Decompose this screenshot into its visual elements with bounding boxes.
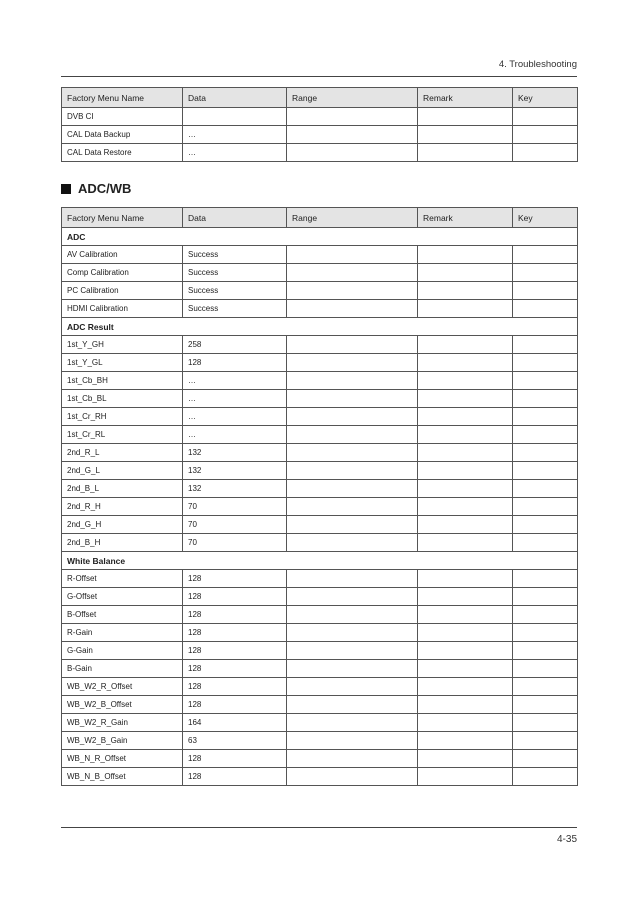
row-range-cell xyxy=(287,408,418,426)
row-data-cell: … xyxy=(183,144,287,162)
row-range-cell xyxy=(287,372,418,390)
row-name-cell: WB_W2_B_Offset xyxy=(62,696,183,714)
row-range-cell xyxy=(287,696,418,714)
row-range-cell xyxy=(287,426,418,444)
row-data-cell: 70 xyxy=(183,516,287,534)
row-data-cell: Success xyxy=(183,246,287,264)
row-remark-cell xyxy=(418,678,513,696)
footer-rule xyxy=(61,827,577,828)
row-data-cell: 258 xyxy=(183,336,287,354)
table-row xyxy=(62,660,578,678)
filled-square-icon xyxy=(61,184,71,194)
row-name-cell: HDMI Calibration xyxy=(62,300,183,318)
row-name-cell: WB_W2_R_Offset xyxy=(62,678,183,696)
row-key-cell xyxy=(513,714,578,732)
table-row xyxy=(62,498,578,516)
group-header-row xyxy=(62,318,578,336)
row-data-cell: … xyxy=(183,390,287,408)
row-key-cell xyxy=(513,126,578,144)
row-remark-cell xyxy=(418,264,513,282)
row-remark-cell xyxy=(418,282,513,300)
row-data-cell: … xyxy=(183,426,287,444)
table-row xyxy=(62,144,578,162)
row-range-cell xyxy=(287,354,418,372)
row-data-cell: 132 xyxy=(183,462,287,480)
row-key-cell xyxy=(513,750,578,768)
row-key-cell xyxy=(513,282,578,300)
row-range-cell xyxy=(287,462,418,480)
row-range-cell xyxy=(287,264,418,282)
row-name-cell: R-Offset xyxy=(62,570,183,588)
table-row xyxy=(62,336,578,354)
column-header-range: Range xyxy=(287,208,418,228)
row-remark-cell xyxy=(418,444,513,462)
row-data-cell: 132 xyxy=(183,480,287,498)
row-name-cell: WB_W2_B_Gain xyxy=(62,732,183,750)
row-name-cell: 1st_Cr_RH xyxy=(62,408,183,426)
table-row xyxy=(62,372,578,390)
section-heading xyxy=(61,181,131,196)
row-remark-cell xyxy=(418,480,513,498)
row-key-cell xyxy=(513,144,578,162)
row-remark-cell xyxy=(418,426,513,444)
row-range-cell xyxy=(287,768,418,786)
row-key-cell xyxy=(513,444,578,462)
table-row xyxy=(62,534,578,552)
row-data-cell: 128 xyxy=(183,354,287,372)
row-remark-cell xyxy=(418,462,513,480)
row-name-cell: 1st_Y_GL xyxy=(62,354,183,372)
adc-wb-table xyxy=(61,207,578,786)
row-range-cell xyxy=(287,336,418,354)
row-key-cell xyxy=(513,480,578,498)
row-name-cell: 1st_Y_GH xyxy=(62,336,183,354)
row-name-cell: CAL Data Restore xyxy=(62,144,183,162)
column-header-key: Key xyxy=(513,208,578,228)
table-row xyxy=(62,300,578,318)
page-header-title: 4. Troubleshooting xyxy=(498,59,577,70)
row-key-cell xyxy=(513,108,578,126)
row-key-cell xyxy=(513,768,578,786)
row-name-cell: 2nd_G_H xyxy=(62,516,183,534)
table-row xyxy=(62,714,578,732)
row-range-cell xyxy=(287,714,418,732)
row-range-cell xyxy=(287,516,418,534)
table-row xyxy=(62,282,578,300)
table-row xyxy=(62,606,578,624)
header-rule xyxy=(61,76,577,77)
row-remark-cell xyxy=(418,606,513,624)
row-remark-cell xyxy=(418,516,513,534)
table-row xyxy=(62,246,578,264)
row-data-cell xyxy=(183,108,287,126)
row-data-cell: 128 xyxy=(183,750,287,768)
column-header-data: Data xyxy=(183,88,287,108)
row-name-cell: CAL Data Backup xyxy=(62,126,183,144)
column-header-remark: Remark xyxy=(418,88,513,108)
row-key-cell xyxy=(513,570,578,588)
row-data-cell: 132 xyxy=(183,444,287,462)
row-name-cell: R-Gain xyxy=(62,624,183,642)
row-range-cell xyxy=(287,534,418,552)
row-range-cell xyxy=(287,624,418,642)
table-row xyxy=(62,516,578,534)
row-name-cell: G-Gain xyxy=(62,642,183,660)
row-remark-cell xyxy=(418,372,513,390)
row-data-cell: … xyxy=(183,372,287,390)
row-key-cell xyxy=(513,300,578,318)
group-title: White Balance xyxy=(62,552,578,570)
row-range-cell xyxy=(287,126,418,144)
row-remark-cell xyxy=(418,714,513,732)
row-key-cell xyxy=(513,606,578,624)
row-key-cell xyxy=(513,264,578,282)
row-name-cell: 2nd_R_H xyxy=(62,498,183,516)
row-data-cell: 128 xyxy=(183,588,287,606)
row-remark-cell xyxy=(418,144,513,162)
table-row xyxy=(62,444,578,462)
row-range-cell xyxy=(287,444,418,462)
row-name-cell: DVB CI xyxy=(62,108,183,126)
row-range-cell xyxy=(287,390,418,408)
row-range-cell xyxy=(287,300,418,318)
row-remark-cell xyxy=(418,126,513,144)
column-header-remark: Remark xyxy=(418,208,513,228)
row-name-cell: 1st_Cr_RL xyxy=(62,426,183,444)
row-remark-cell xyxy=(418,768,513,786)
row-key-cell xyxy=(513,336,578,354)
row-remark-cell xyxy=(418,642,513,660)
row-data-cell: 164 xyxy=(183,714,287,732)
row-name-cell: Comp Calibration xyxy=(62,264,183,282)
row-remark-cell xyxy=(418,570,513,588)
row-key-cell xyxy=(513,660,578,678)
row-remark-cell xyxy=(418,108,513,126)
row-range-cell xyxy=(287,606,418,624)
row-remark-cell xyxy=(418,354,513,372)
row-data-cell: Success xyxy=(183,300,287,318)
table-row xyxy=(62,426,578,444)
row-data-cell: 128 xyxy=(183,570,287,588)
table-row xyxy=(62,750,578,768)
row-remark-cell xyxy=(418,588,513,606)
row-key-cell xyxy=(513,498,578,516)
row-range-cell xyxy=(287,678,418,696)
column-header-name: Factory Menu Name xyxy=(62,88,183,108)
row-data-cell: 128 xyxy=(183,606,287,624)
row-range-cell xyxy=(287,498,418,516)
table-row xyxy=(62,570,578,588)
row-name-cell: 1st_Cb_BH xyxy=(62,372,183,390)
column-header-range: Range xyxy=(287,88,418,108)
row-key-cell xyxy=(513,588,578,606)
row-key-cell xyxy=(513,354,578,372)
row-name-cell: AV Calibration xyxy=(62,246,183,264)
row-name-cell: WB_N_R_Offset xyxy=(62,750,183,768)
row-name-cell: WB_N_B_Offset xyxy=(62,768,183,786)
table-header-row xyxy=(62,208,578,228)
row-remark-cell xyxy=(418,246,513,264)
column-header-key: Key xyxy=(513,88,578,108)
row-range-cell xyxy=(287,246,418,264)
row-remark-cell xyxy=(418,750,513,768)
table-row xyxy=(62,696,578,714)
row-range-cell xyxy=(287,282,418,300)
row-remark-cell xyxy=(418,498,513,516)
row-name-cell: 2nd_B_H xyxy=(62,534,183,552)
row-remark-cell xyxy=(418,408,513,426)
group-title: ADC xyxy=(62,228,578,246)
row-name-cell: 2nd_B_L xyxy=(62,480,183,498)
row-name-cell: G-Offset xyxy=(62,588,183,606)
table-row xyxy=(62,768,578,786)
row-remark-cell xyxy=(418,624,513,642)
row-name-cell: PC Calibration xyxy=(62,282,183,300)
table-row xyxy=(62,408,578,426)
table-row xyxy=(62,390,578,408)
row-range-cell xyxy=(287,732,418,750)
row-range-cell xyxy=(287,660,418,678)
row-data-cell: 128 xyxy=(183,678,287,696)
row-remark-cell xyxy=(418,660,513,678)
column-header-data: Data xyxy=(183,208,287,228)
row-data-cell: Success xyxy=(183,282,287,300)
table-row xyxy=(62,126,578,144)
row-remark-cell xyxy=(418,732,513,750)
row-name-cell: WB_W2_R_Gain xyxy=(62,714,183,732)
row-key-cell xyxy=(513,516,578,534)
table-row xyxy=(62,732,578,750)
row-range-cell xyxy=(287,642,418,660)
group-header-row xyxy=(62,552,578,570)
row-key-cell xyxy=(513,246,578,264)
row-data-cell: … xyxy=(183,126,287,144)
group-header-row xyxy=(62,228,578,246)
row-key-cell xyxy=(513,426,578,444)
row-data-cell: 128 xyxy=(183,642,287,660)
row-data-cell: 128 xyxy=(183,768,287,786)
column-header-name: Factory Menu Name xyxy=(62,208,183,228)
row-key-cell xyxy=(513,678,578,696)
row-range-cell xyxy=(287,750,418,768)
row-data-cell: 128 xyxy=(183,696,287,714)
row-name-cell: B-Gain xyxy=(62,660,183,678)
row-data-cell: 70 xyxy=(183,498,287,516)
group-title: ADC Result xyxy=(62,318,578,336)
row-range-cell xyxy=(287,570,418,588)
row-key-cell xyxy=(513,624,578,642)
row-data-cell: 128 xyxy=(183,660,287,678)
table-header-row xyxy=(62,88,578,108)
row-range-cell xyxy=(287,588,418,606)
factory-menu-table xyxy=(61,87,578,162)
row-remark-cell xyxy=(418,534,513,552)
row-remark-cell xyxy=(418,336,513,354)
row-key-cell xyxy=(513,462,578,480)
page-number: 4-35 xyxy=(556,834,577,845)
row-data-cell: 70 xyxy=(183,534,287,552)
row-key-cell xyxy=(513,390,578,408)
table-row xyxy=(62,480,578,498)
row-key-cell xyxy=(513,732,578,750)
row-data-cell: Success xyxy=(183,264,287,282)
table-row xyxy=(62,264,578,282)
row-key-cell xyxy=(513,372,578,390)
row-name-cell: B-Offset xyxy=(62,606,183,624)
row-range-cell xyxy=(287,480,418,498)
table-row xyxy=(62,588,578,606)
row-remark-cell xyxy=(418,300,513,318)
row-key-cell xyxy=(513,534,578,552)
row-data-cell: 63 xyxy=(183,732,287,750)
row-key-cell xyxy=(513,642,578,660)
row-key-cell xyxy=(513,408,578,426)
table-row xyxy=(62,108,578,126)
row-data-cell: … xyxy=(183,408,287,426)
row-data-cell: 128 xyxy=(183,624,287,642)
row-range-cell xyxy=(287,108,418,126)
row-remark-cell xyxy=(418,390,513,408)
row-range-cell xyxy=(287,144,418,162)
row-name-cell: 2nd_R_L xyxy=(62,444,183,462)
row-remark-cell xyxy=(418,696,513,714)
section-title: ADC/WB xyxy=(78,181,132,196)
table-row xyxy=(62,462,578,480)
table-row xyxy=(62,624,578,642)
row-name-cell: 1st_Cb_BL xyxy=(62,390,183,408)
table-row xyxy=(62,354,578,372)
row-key-cell xyxy=(513,696,578,714)
table-row xyxy=(62,678,578,696)
table-row xyxy=(62,642,578,660)
row-name-cell: 2nd_G_L xyxy=(62,462,183,480)
